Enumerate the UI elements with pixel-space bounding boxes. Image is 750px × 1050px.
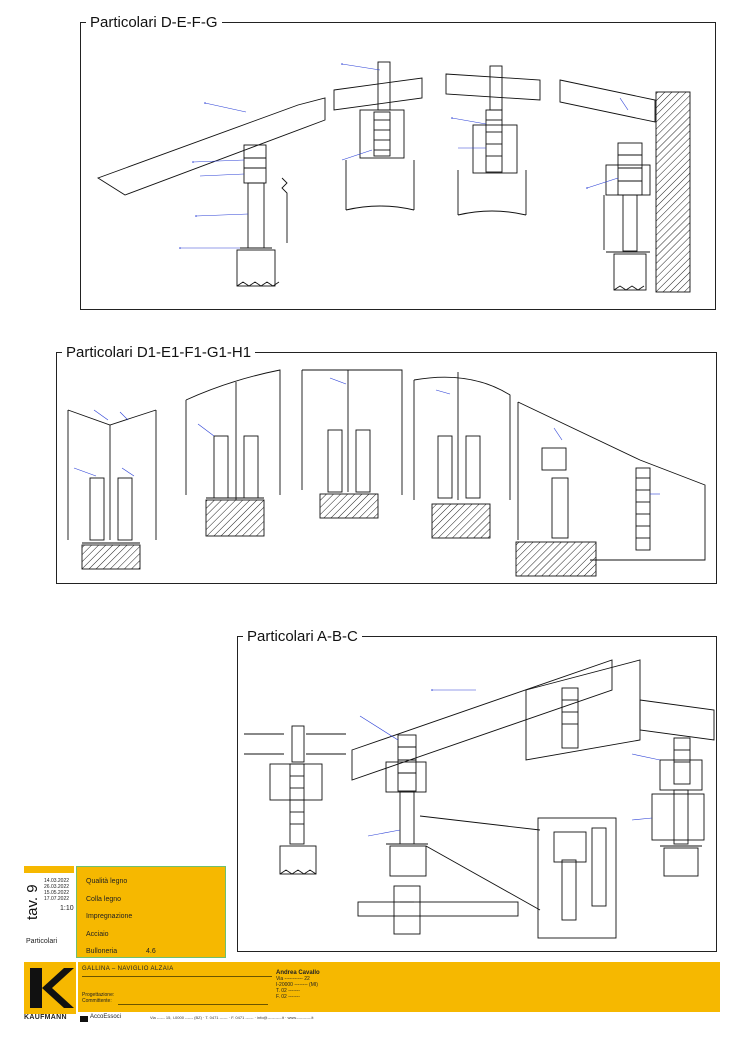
section-title-d1: Particolari D1-E1-F1-G1-H1 [62, 345, 255, 361]
detail-e-plate [360, 110, 404, 158]
company-logo [24, 962, 76, 1014]
detail-d-column [237, 250, 275, 286]
sheet-date: 15.05.2022 [44, 890, 70, 896]
engineer-line: T. 02 ------- [276, 988, 300, 994]
spec-label: Bulloneria [86, 948, 118, 955]
company-address: Via ------ 15, I-0000 ------ (BZ) · T. 0471 ------ · F. 0471 ------ · info@----------.it · www.----------.it [150, 1015, 314, 1020]
project-title: GALLINA – NAVIGLIO ALZAIA [82, 966, 174, 972]
sheet-label: Particolari [26, 938, 58, 945]
sheet-dates [44, 878, 69, 902]
spec-value: 4.6 [146, 948, 156, 955]
project-rule [82, 976, 272, 977]
designer-label: Progettazione: [82, 992, 115, 998]
detail-d-beam [98, 98, 325, 195]
spec-label: Impregnazione [86, 913, 133, 920]
kaufmann-logo-icon [24, 962, 76, 1014]
sheet-date: 26.03.2022 [44, 884, 70, 890]
engineer-block [276, 970, 320, 1000]
section-title-defg: Particolari D-E-F-G [86, 15, 222, 31]
company-brand: KAUFMANN [24, 1014, 67, 1021]
sheet-number: tav. 9 [24, 884, 41, 920]
spec-row [86, 926, 132, 944]
detail-d-post [248, 183, 264, 248]
sheet-date: 14.03.2022 [44, 878, 70, 884]
spec-label: Qualità legno [86, 878, 128, 885]
sheet-scale: 1:10 [60, 905, 74, 912]
engineer-line: F. 02 ------- [276, 994, 300, 1000]
spec-row [86, 873, 132, 891]
partner-name: AccoEssoci [90, 1014, 122, 1020]
engineer-name: Andrea Cavallo [276, 970, 320, 976]
specs-list [86, 873, 156, 961]
engineer-line: Via ----------- 22 [276, 976, 310, 982]
detail-g-wall [656, 92, 690, 292]
sheet-date: 17.07.2022 [44, 896, 70, 902]
spec-row [86, 908, 132, 926]
client-label: Committente: [82, 998, 112, 1004]
spec-row [86, 891, 132, 909]
section-title-abc: Particolari A-B-C [243, 629, 362, 645]
spec-label: Colla legno [86, 895, 122, 903]
spec-row [86, 943, 156, 961]
client-rule [118, 1004, 268, 1005]
detail-d-plate [244, 145, 266, 183]
partner-logo-icon [80, 1016, 88, 1022]
sheet-info-bar [24, 866, 74, 873]
engineer-line: I-20000 -------- (MI) [276, 982, 318, 988]
spec-label: Acciaio [86, 930, 109, 938]
